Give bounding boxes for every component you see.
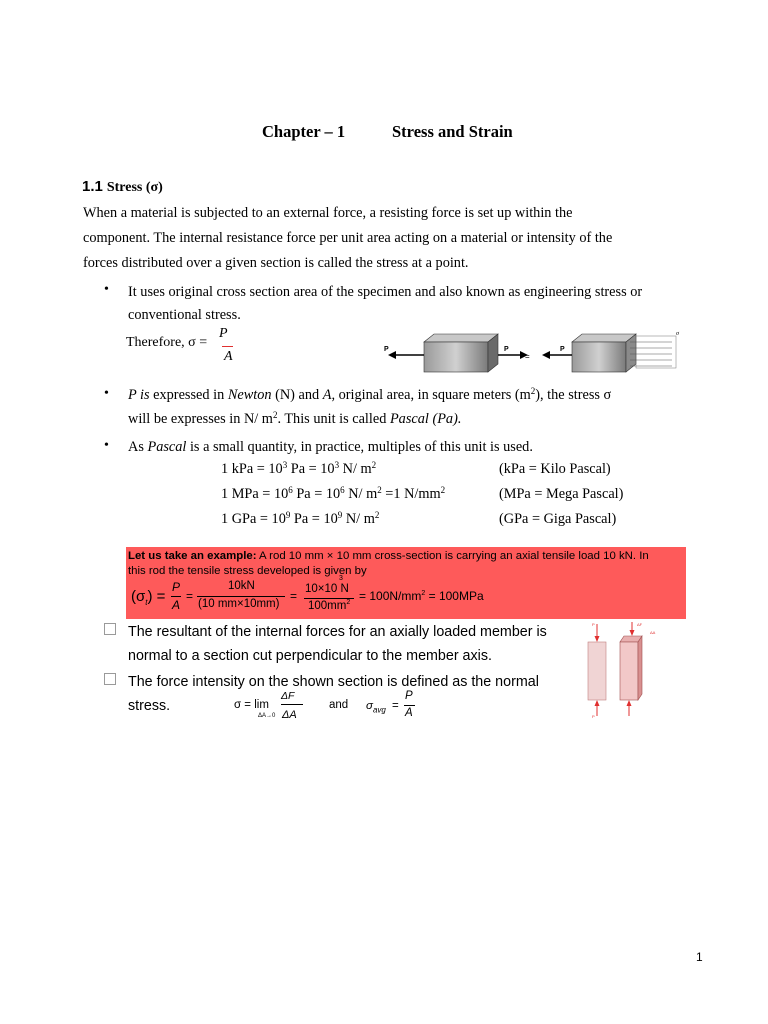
sq-bullet1-line2: normal to a section cut perpendicular to the member axis. [128,648,492,664]
example-frac1 [171,596,181,597]
formula-denominator: A [224,349,233,364]
limit-and: and [329,699,349,711]
formula-numerator: P [219,326,228,341]
p-bottom-label: P [592,714,595,719]
example-sigma: $(\sigma_t)$ = [131,588,166,607]
axial-column-figure [580,620,670,720]
bullet3-line: As Pascal is a small quantity, in practice, multiples of this unit is used. [128,439,533,455]
bar-tension-figure [380,330,690,380]
example-P: P [172,580,181,594]
square-bullet [104,673,116,685]
page-number: 1 [696,950,703,964]
unit-note-mpa: (MPa = Mega Pascal) [499,486,624,502]
example-num2: 10kN [228,580,255,592]
example-den3: $100mm^2$ [308,599,351,612]
therefore-text: Therefore, σ = [126,335,208,350]
avg-P: P [405,690,413,702]
fraction-bar [222,346,233,347]
example-den2: (10 mm×10mm) [198,598,280,610]
bar-left [424,334,498,372]
example-eq1: = [186,589,194,603]
chapter-title: Stress and Strain [392,122,513,141]
section-number: 1.1 [82,178,103,195]
example-exp3: 3 [339,575,343,582]
intro-line-3: forces distributed over a given section is called the stress at a point. [83,255,469,271]
limit-dF: ΔF [281,690,295,702]
sq-bullet2-line2: stress. [128,698,171,714]
limit-under: ΔA→0 [258,713,276,719]
limit-frac [281,704,303,705]
equals-sign: = [525,352,530,361]
bullet-dot: • [104,438,109,453]
p-label-left-2: P [560,346,565,353]
limit-dA: ΔA [282,709,297,721]
p-label-left: P [384,346,389,353]
sq-bullet1-line1: The resultant of the internal forces for an axially loaded member is [128,624,547,640]
unit-row-kpa: 1 kPa = $10^3$ $Pa = 10^3$ N/ $m^2$ [221,460,377,477]
limit-sigma: σ = lim [234,699,269,711]
avg-frac [404,705,415,706]
section-title: Stress (σ) [106,180,163,195]
intro-line-1: When a material is subjected to an external force, a resisting force is set up within the [83,205,573,221]
bullet2-line2: will be expresses in N/ $m^2$. This unit is called Pascal (Pa). [128,410,462,427]
p-top-label: P [592,622,595,627]
avg-eq: = [392,700,399,712]
example-frac2 [197,596,285,597]
p-label-right: P [504,346,509,353]
intro-line-2: component. The internal resistance force per unit area acting on a material or intensity of the [83,230,613,246]
bullet2-line1: P is expressed in Newton (N) and A, original area, in square meters $(m^2)$, the stress σ [128,386,612,403]
example-result: = $100N/mm^2 = 100MPa$ [359,589,484,603]
example-eq2: = [290,589,298,603]
bullet1-line2: conventional stress. [128,307,241,323]
unit-note-gpa: (GPa = Giga Pascal) [499,511,617,527]
example-num3: 10×10 N [305,583,349,595]
example-text: Let us take an example: A rod 10 mm × 10 mm cross-section is carrying an axial tensile load 10 kN. In this rod the tensile stress developed is given by [128,550,649,577]
chapter-label: Chapter – 1 [262,122,346,141]
example-A: A [172,598,181,612]
dF-label: ΔF [637,622,643,627]
avg-sigma: $\sigma_{avg}$ [366,700,386,715]
square-bullet [104,623,116,635]
sigma-label: σ [676,331,679,337]
section-heading [82,178,163,196]
avg-A: A [405,707,413,719]
bullet1-line1: It uses original cross section area of the specimen and also known as engineering stress or [128,284,643,300]
sq-bullet2-line1: The force intensity on the shown section is defined as the normal [128,674,539,690]
bullet-dot: • [104,282,109,297]
column-left [588,622,606,719]
unit-row-gpa: 1 GPa = $10^9$ $Pa = 10^9$ N/ $m^2$ [221,510,380,527]
column-right [620,622,656,716]
dA-label: ΔA [650,630,656,635]
bar-right [572,334,676,372]
unit-note-kpa: (kPa = Kilo Pascal) [499,461,611,477]
unit-row-mpa: 1 MPa = $10^6$ $Pa = 10^6$ N/ $m^2 =1$ $N/mm^2$ [221,485,446,502]
bullet-dot: • [104,386,109,401]
